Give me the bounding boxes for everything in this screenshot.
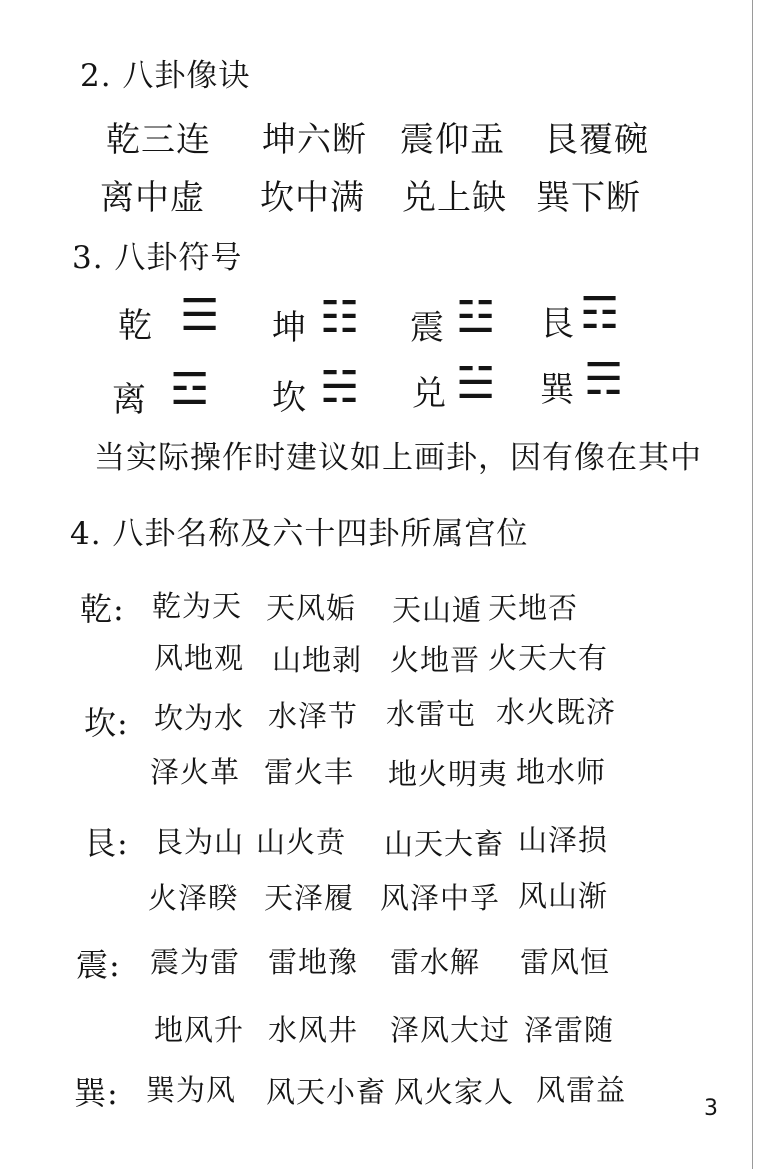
drawing-note: 当实际操作时建议如上画卦，因有像在其中 — [94, 440, 702, 476]
trigram-li-icon: ☲ — [170, 364, 211, 415]
hexagram-item: 雷地豫 — [268, 945, 359, 979]
hexagram-item: 风雷益 — [536, 1073, 627, 1107]
section-2-heading: 2. 八卦像诀 — [80, 58, 251, 94]
hexagram-item: 泽火革 — [150, 755, 241, 789]
hexagram-item: 风火家人 — [394, 1075, 515, 1109]
trigram-name-dui: 兑 — [412, 374, 447, 414]
hexagram-item: 天地否 — [488, 591, 579, 625]
hexagram-item: 泽风大过 — [390, 1013, 511, 1047]
hexagram-item: 火天大有 — [488, 641, 609, 675]
hexagram-item: 巽为风 — [146, 1073, 237, 1107]
hexagram-item: 风天小畜 — [266, 1075, 387, 1109]
hexagram-item: 山泽损 — [518, 823, 609, 857]
mnemonic-qian: 乾三连 — [106, 120, 211, 160]
hexagram-item: 风山渐 — [518, 879, 609, 913]
trigram-name-kun: 坤 — [272, 308, 307, 348]
mnemonic-gen: 艮覆碗 — [544, 120, 649, 160]
mnemonic-li: 离中虚 — [100, 178, 205, 218]
hexagram-item: 水泽节 — [268, 699, 359, 733]
trigram-name-zhen: 震 — [410, 308, 445, 348]
trigram-qian-icon: ☰ — [180, 290, 221, 341]
hexagram-item: 天泽履 — [264, 881, 355, 915]
hexagram-item: 震为雷 — [150, 945, 241, 979]
trigram-name-kan: 坎 — [272, 378, 307, 418]
page-edge-line — [752, 0, 753, 1169]
hexagram-item: 风泽中孚 — [380, 881, 501, 915]
trigram-name-qian: 乾 — [118, 306, 153, 346]
mnemonic-xun: 巽下断 — [536, 178, 641, 218]
hexagram-item: 地水师 — [516, 755, 607, 789]
section-3-heading: 3. 八卦符号 — [72, 240, 243, 276]
hexagram-item: 乾为天 — [152, 589, 243, 623]
trigram-name-li: 离 — [112, 380, 147, 420]
page-number: 3 — [704, 1096, 719, 1121]
hexagram-item: 天山遁 — [392, 593, 483, 627]
hexagram-item: 风地观 — [154, 641, 245, 675]
hexagram-item: 地火明夷 — [388, 757, 509, 791]
hexagram-item: 雷水解 — [390, 945, 481, 979]
palace-label-zhen: 震: — [76, 946, 121, 984]
trigram-kun-icon: ☷ — [320, 292, 361, 343]
hexagram-item: 水风井 — [268, 1013, 359, 1047]
hexagram-item: 山天大畜 — [384, 827, 505, 861]
hexagram-item: 雷火丰 — [264, 755, 355, 789]
palace-label-xun: 巽: — [74, 1074, 119, 1112]
hexagram-item: 地风升 — [154, 1013, 245, 1047]
hexagram-item: 泽雷随 — [524, 1013, 615, 1047]
trigram-gen-icon: ☶ — [580, 288, 621, 339]
hexagram-item: 山地剥 — [272, 643, 363, 677]
trigram-name-gen: 艮 — [540, 304, 575, 344]
palace-label-gen: 艮: — [84, 824, 129, 862]
hexagram-item: 坎为水 — [154, 701, 245, 735]
hexagram-item: 水雷屯 — [386, 697, 477, 731]
trigram-dui-icon: ☱ — [456, 358, 497, 409]
hexagram-item: 水火既济 — [496, 695, 617, 729]
hexagram-item: 山火贲 — [256, 825, 347, 859]
trigram-name-xun: 巽 — [540, 370, 575, 410]
mnemonic-dui: 兑上缺 — [402, 178, 507, 218]
palace-label-qian: 乾: — [80, 590, 125, 628]
trigram-zhen-icon: ☳ — [456, 292, 497, 343]
hexagram-item: 雷风恒 — [520, 945, 611, 979]
hexagram-item: 火地晋 — [390, 643, 481, 677]
trigram-xun-icon: ☴ — [584, 354, 625, 405]
hexagram-item: 火泽睽 — [148, 881, 239, 915]
mnemonic-kun: 坤六断 — [262, 120, 367, 160]
hexagram-item: 天风姤 — [266, 591, 357, 625]
hexagram-item: 艮为山 — [154, 825, 245, 859]
mnemonic-zhen: 震仰盂 — [400, 120, 505, 160]
trigram-kan-icon: ☵ — [320, 362, 361, 413]
section-4-heading: 4. 八卦名称及六十四卦所属宫位 — [70, 516, 529, 552]
palace-label-kan: 坎: — [84, 704, 129, 742]
mnemonic-kan: 坎中满 — [260, 178, 365, 218]
